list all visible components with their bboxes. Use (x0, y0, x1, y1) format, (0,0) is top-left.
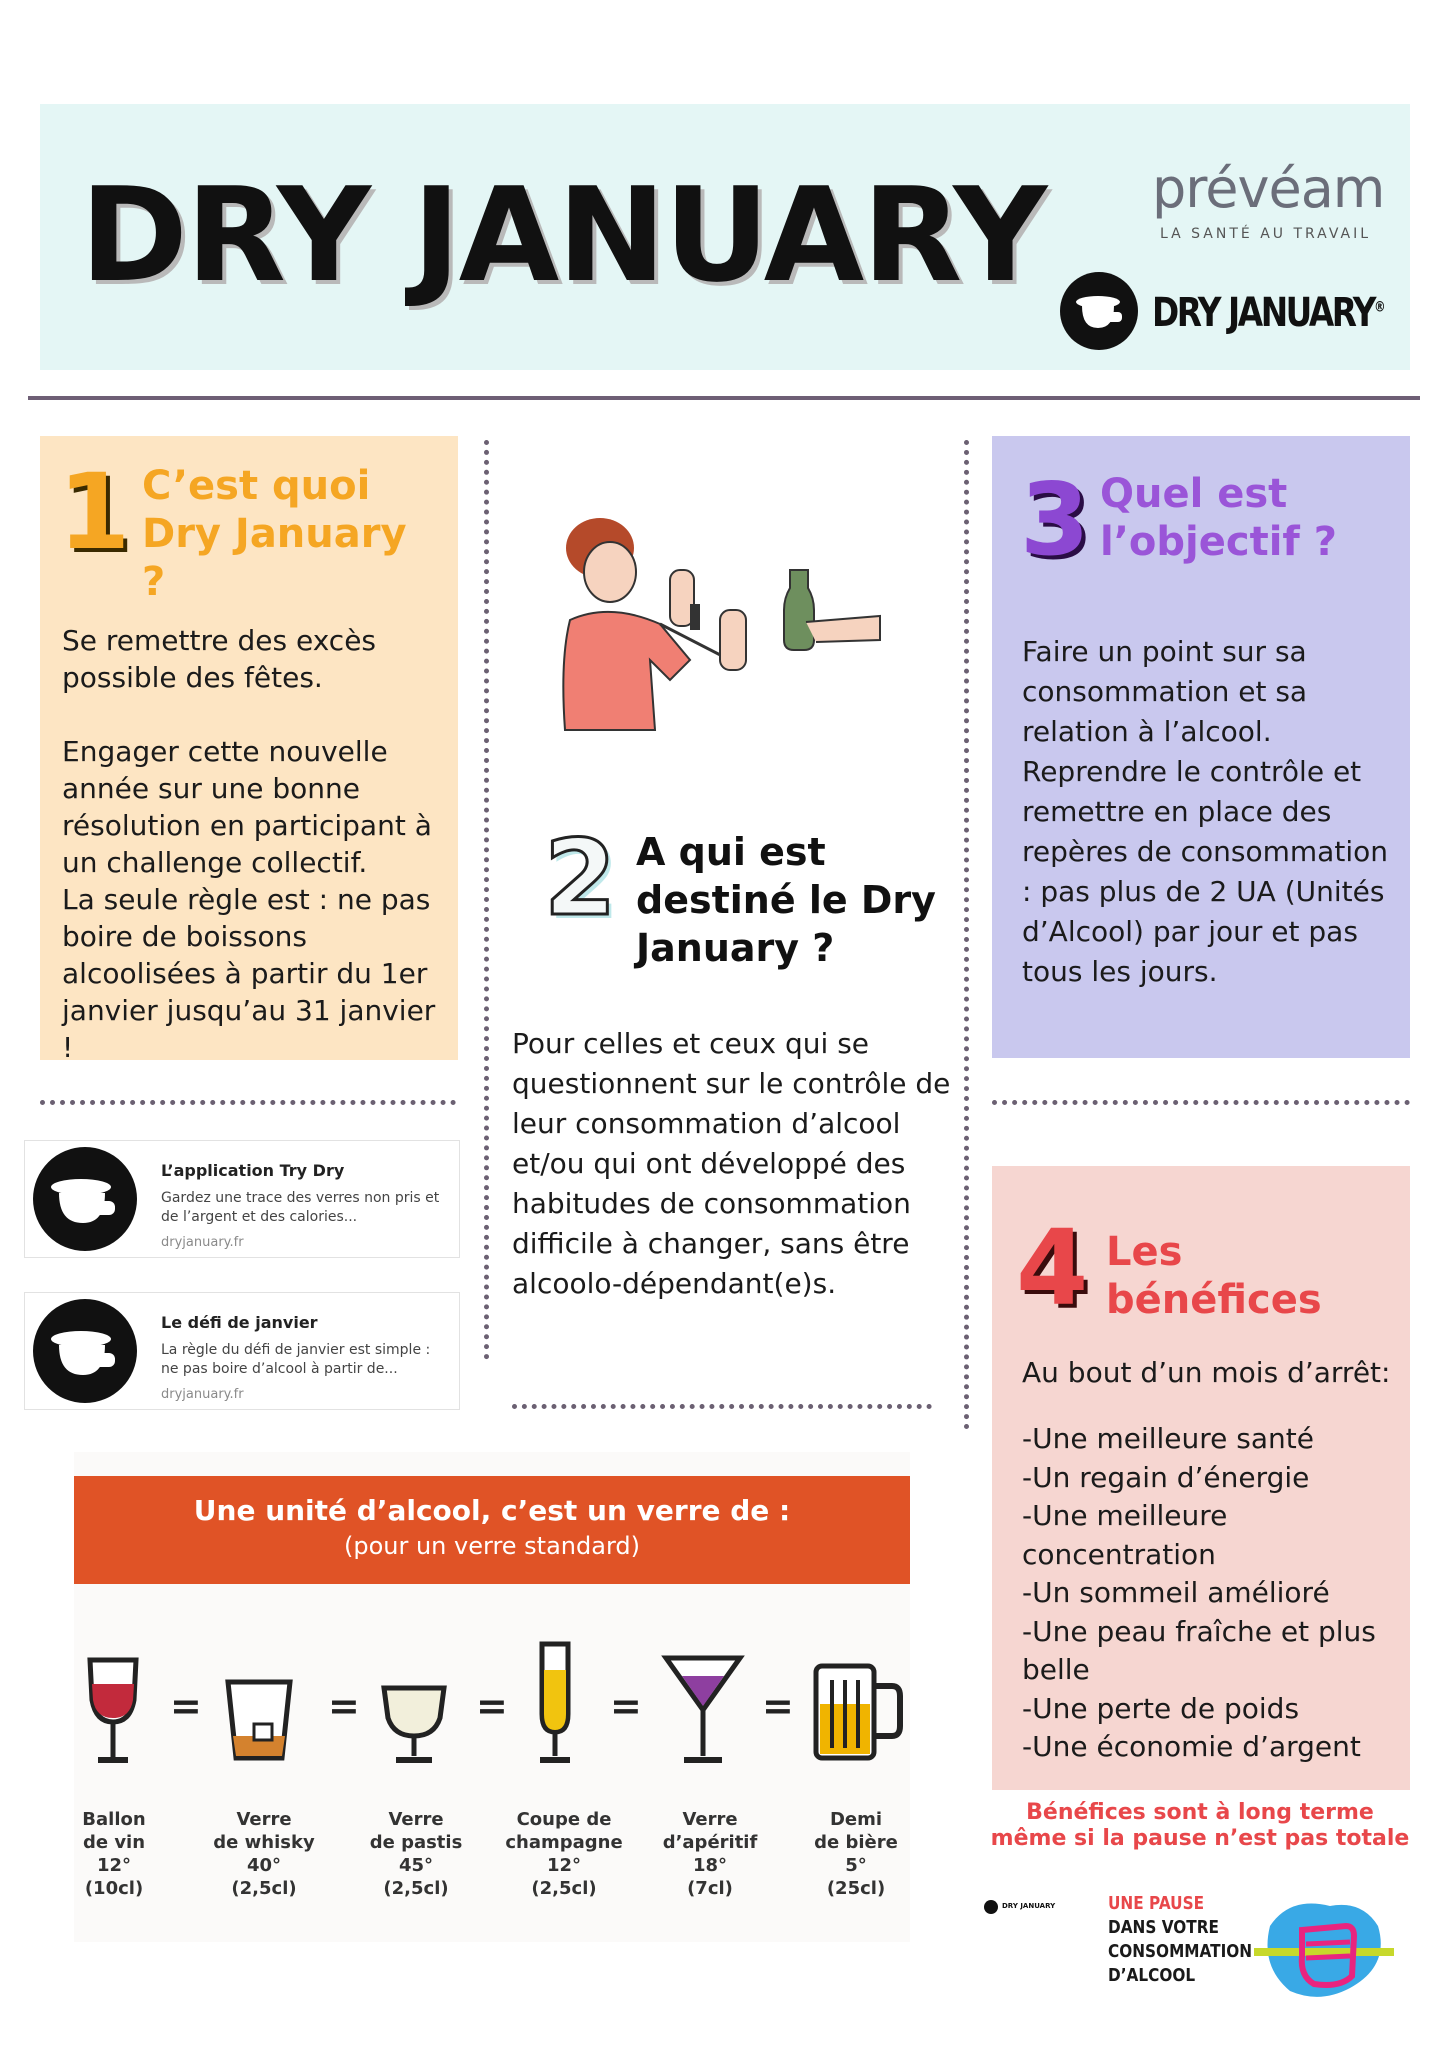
campaign-slogan: UNE PAUSE DANS VOTRE CONSOMMATION D’ALCOOL (1108, 1893, 1253, 1986)
refusing-alcohol-illustration-icon (540, 510, 900, 740)
section2-title: A qui est destiné le Dry January ? (636, 830, 936, 970)
list-item: -Une perte de poids (1022, 1691, 1300, 1725)
section4-number: 4 (1016, 1207, 1089, 1329)
card-title: Le défi de janvier (161, 1313, 318, 1332)
equals-sign: = (170, 1684, 202, 1728)
aperitif-glass-icon (666, 1658, 740, 1760)
card-try-dry-app[interactable] (24, 1140, 460, 1258)
list-item: -Une meilleure concentration (1022, 1499, 1228, 1571)
beer-mug-icon (816, 1666, 900, 1758)
dry-january-logo-icon (33, 1147, 137, 1251)
card-january-challenge[interactable] (24, 1292, 460, 1410)
small-dry-january-logo-text: DRY JANUARY (1002, 1902, 1056, 1910)
pastis-glass-icon (384, 1688, 444, 1760)
units-banner-title: Une unité d’alcool, c’est un verre de : (193, 1494, 791, 1527)
section4-intro: Au bout d’un mois d’arrêt: (1022, 1356, 1391, 1389)
section3-number: 3 (1020, 461, 1090, 578)
section1-divider (40, 1100, 456, 1105)
glass-label-beer: Demi de bière 5° (25cl) (814, 1809, 898, 1899)
section2-text: Pour celles et ceux qui se questionnent sur le contrôle de leur consommation d’alcool et/ou qui ont développé des habitudes de consommation difficile à changer, sans être alcoolo-dépendant(e)s. (512, 1027, 951, 1300)
section1-title: C’est quoi Dry January ? (142, 463, 407, 605)
section3-title: Quel est l’objectif ? (1100, 471, 1337, 565)
list-item: -Un sommeil amélioré (1022, 1576, 1330, 1609)
section1-text: Se remettre des excès possible des fêtes. Engager cette nouvelle année sur une bonne résolution en participant à un challenge collectif. La seule règle est : ne pas boire de boissons alcoolisées à partir du 1er janvier jusqu’au 31 janvier ! (62, 624, 436, 1064)
preveam-tagline: LA SANTÉ AU TRAVAIL (1160, 226, 1372, 242)
alcohol-units-banner (74, 1476, 910, 1584)
column-divider-right (964, 440, 969, 1430)
header-divider (28, 396, 1420, 400)
wine-glass-icon (90, 1660, 136, 1760)
dry-january-logo-icon (1060, 272, 1138, 350)
card-site: dryjanuary.fr (161, 1387, 244, 1402)
dry-january-logo-text: DRY JANUARY® (1152, 290, 1384, 336)
section2-number: 2 (544, 817, 617, 939)
glass-label-wine: Ballon de vin 12° (10cl) (82, 1809, 146, 1899)
champagne-glass-icon (540, 1644, 570, 1760)
section4-benefits-list (1022, 1420, 1402, 1767)
card-description: La règle du défi de janvier est simple : ne pas boire d’alcool à partir de... (161, 1342, 431, 1377)
benefits-note: Bénéfices sont à long terme même si la pause n’est pas totale (990, 1800, 1410, 1851)
glass-label-aperitif: Verre d’apéritif 18° (7cl) (662, 1809, 758, 1899)
equals-sign: = (762, 1684, 794, 1728)
column-divider-left (484, 440, 489, 1360)
list-item: -Une économie d’argent (1022, 1730, 1361, 1763)
section4-title: Les bénéfices (1106, 1229, 1322, 1323)
section3-text: Faire un point sur sa consommation et sa relation à l’alcool. Reprendre le contrôle et remettre en place des repères de consommation : pas plus de 2 UA (Unités d’Alcool) par jour et pas tous les jours. (1022, 635, 1388, 988)
card-title: L’application Try Dry (161, 1161, 345, 1180)
units-banner-subtitle: (pour un verre standard) (343, 1532, 640, 1560)
list-item: -Une meilleure santé (1022, 1422, 1315, 1455)
equals-sign: = (328, 1684, 360, 1728)
section3-divider (992, 1100, 1410, 1105)
list-item: -Un regain d’énergie (1022, 1460, 1310, 1494)
page-title: DRY JANUARY (80, 159, 1046, 311)
equals-sign: = (476, 1684, 508, 1728)
glass-label-champagne: Coupe de champagne 12° (2,5cl) (505, 1809, 623, 1899)
glass-label-pastis: Verre de pastis 45° (2,5cl) (369, 1809, 463, 1899)
raised-fist-icon (1250, 1896, 1400, 2006)
glass-label-whisky: Verre de whisky 40° (2,5cl) (213, 1809, 315, 1899)
section2-divider (512, 1404, 932, 1409)
card-description: Gardez une trace des verres non pris et de l’argent et des calories... (161, 1190, 440, 1225)
preveam-logo: prévéam (1152, 157, 1385, 220)
small-dry-january-logo-icon (984, 1900, 998, 1914)
dry-january-logo-icon (33, 1299, 137, 1403)
equals-sign: = (610, 1684, 642, 1728)
card-site: dryjanuary.fr (161, 1235, 244, 1250)
whisky-glass-icon (228, 1682, 290, 1758)
list-item: -Une peau fraîche et plus belle (1022, 1614, 1376, 1686)
section1-number: 1 (58, 451, 131, 573)
